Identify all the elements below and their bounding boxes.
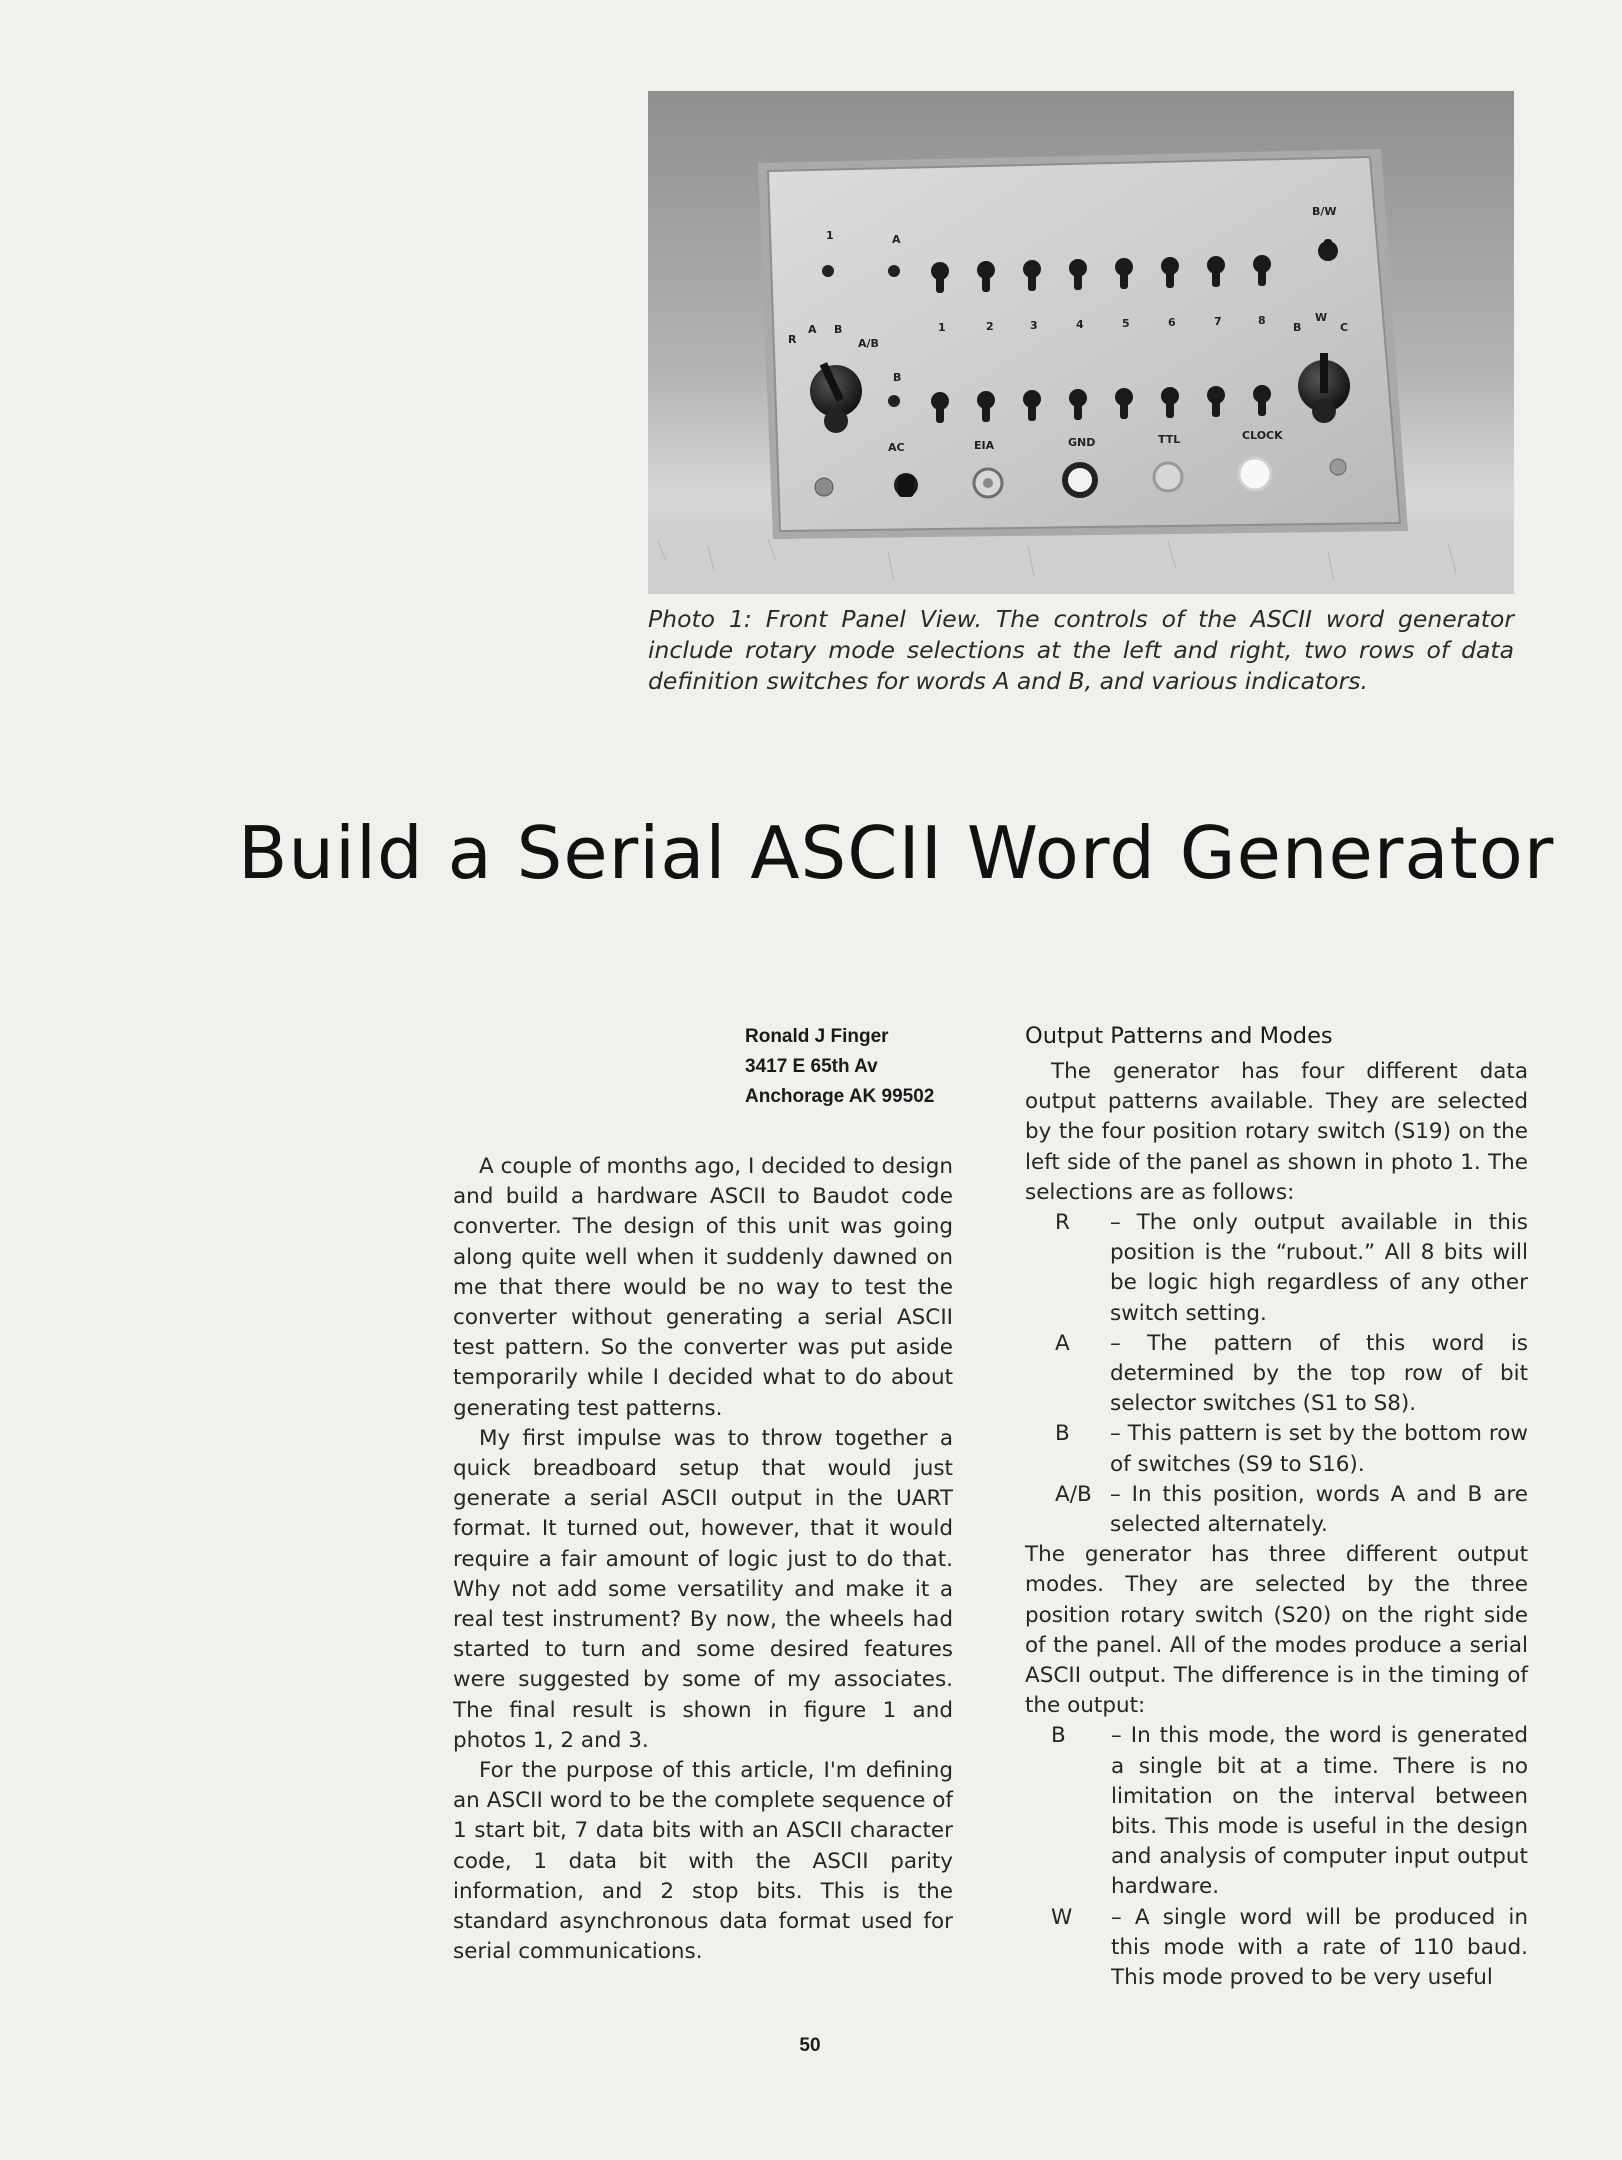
bit-label-7: 7 <box>1214 315 1222 328</box>
author-city: Anchorage AK 99502 <box>745 1086 935 1107</box>
photo-caption: Photo 1: Front Panel View. The controls of the ASCII word generator include rotary mode selections at the left and right, two rows of data definition switches for words A and B, and various indicators. <box>648 605 1514 695</box>
rotary-left-label-b: B <box>834 323 843 336</box>
indicator-led-a <box>888 265 900 277</box>
rotary-left-label-r: R <box>788 333 797 346</box>
pattern-term: A/B <box>1055 1481 1092 1507</box>
rotary-left-label-ab: A/B <box>858 337 879 350</box>
author-block <box>745 1022 985 1112</box>
jack-label-ac: AC <box>888 441 905 454</box>
bit-label-4: 4 <box>1076 318 1084 331</box>
rotary-right-label-w: W <box>1315 311 1328 324</box>
page-number: 50 <box>799 2035 821 2056</box>
mode-desc: – In this mode, the word is generated a single bit at a time. There is no limitation on the interval between bits. This mode is useful in the design and analysis of computer input output hardware. <box>1111 1723 1528 1900</box>
jack-label-ttl: TTL <box>1158 433 1181 446</box>
pattern-desc: – In this position, words A and B are selected alternately. <box>1110 1481 1528 1538</box>
column-right <box>1025 1021 1528 1993</box>
rotary-left-label-a: A <box>808 323 817 336</box>
author-name: Ronald J Finger <box>745 1026 889 1047</box>
indicator-led-pulse <box>822 265 834 277</box>
mode-term: B <box>1051 1723 1066 1749</box>
bit-label-3: 3 <box>1030 319 1038 332</box>
pattern-item-a <box>1025 1329 1528 1420</box>
indicator-led-b <box>888 395 900 407</box>
rotary-right-label-b: B <box>1293 321 1302 334</box>
panel-label-pulse: 1 <box>826 229 834 242</box>
paragraph: For the purpose of this article, I'm defining an ASCII word to be the complete sequence of 1 start bit, 7 data bits with an ASCII character code, 1 data bit with the ASCII parity information, and 2 stop bits. This is the standard asynchronous data format used for serial communications. <box>453 1758 953 1965</box>
bit-label-5: 5 <box>1122 317 1130 330</box>
mode-term: W <box>1051 1904 1073 1930</box>
pattern-term: R <box>1055 1210 1070 1236</box>
bit-label-6: 6 <box>1168 316 1176 329</box>
pattern-item-b <box>1025 1419 1528 1479</box>
bit-label-2: 2 <box>986 320 994 333</box>
bit-label-8: 8 <box>1258 314 1266 327</box>
jack-label-eia: EIA <box>974 439 995 452</box>
article-title: Build a Serial ASCII Word Generator <box>238 811 1555 895</box>
pattern-term: B <box>1055 1421 1070 1447</box>
pattern-desc: – The pattern of this word is determined by the top row of bit selector switches (S1 to S8). <box>1110 1330 1528 1417</box>
pattern-item-ab <box>1025 1480 1528 1540</box>
pattern-term: A <box>1055 1330 1070 1356</box>
pattern-desc: – The only output available in this position is the “rubout.” All 8 bits will be logic high regardless of any other switch setting. <box>1110 1210 1528 1326</box>
mode-desc: – A single word will be produced in this mode with a rate of 110 baud. This mode proved to be very useful <box>1111 1904 1528 1991</box>
mode-item-b <box>1025 1721 1528 1902</box>
jack-label-clock: CLOCK <box>1242 429 1283 442</box>
paragraph: My first impulse was to throw together a quick breadboard setup that would just generate a serial ASCII output in the UART format. It turned out, however, that it would require a fair amount of logic just to do that. Why not add some versatility and make it a real test instrument? By now, the wheels had started to turn and some desired features were suggested by some of my associates. The final result is shown in figure 1 and photos 1, 2 and 3. <box>453 1425 953 1753</box>
rotary-right-label-c: C <box>1340 321 1349 334</box>
paragraph: A couple of months ago, I decided to design and build a hardware ASCII to Baudot code converter. The design of this unit was going along quite well when it suddenly dawned on me that there would be no way to test the converter without generating a serial ASCII test pattern. So the converter was put aside temporarily while I decided what to do about generating test patterns. <box>453 1154 953 1421</box>
panel-label-b: B <box>893 371 902 384</box>
jack-label-gnd: GND <box>1068 436 1096 449</box>
mode-item-w <box>1025 1903 1528 1994</box>
pattern-item-r <box>1025 1208 1528 1329</box>
paragraph: The generator has three different output modes. They are selected by the three position rotary switch (S20) on the right side of the panel. All of the modes produce a serial ASCII output. The difference is in the timing of the output: <box>1025 1542 1528 1719</box>
section-heading: Output Patterns and Modes <box>1025 1023 1333 1049</box>
paragraph: The generator has four different data output patterns available. They are selected by the four position rotary switch (S19) on the left side of the panel as shown in photo 1. The selections are as follows: <box>1025 1059 1528 1205</box>
front-panel-photo <box>648 91 1514 594</box>
panel-label-a: A <box>892 233 901 246</box>
column-left <box>453 1152 953 1967</box>
pattern-desc: – This pattern is set by the bottom row of switches (S9 to S16). <box>1110 1421 1528 1477</box>
author-street: 3417 E 65th Av <box>745 1056 878 1077</box>
bit-label-1: 1 <box>938 321 946 334</box>
panel-label-bw: B/W <box>1312 205 1337 218</box>
